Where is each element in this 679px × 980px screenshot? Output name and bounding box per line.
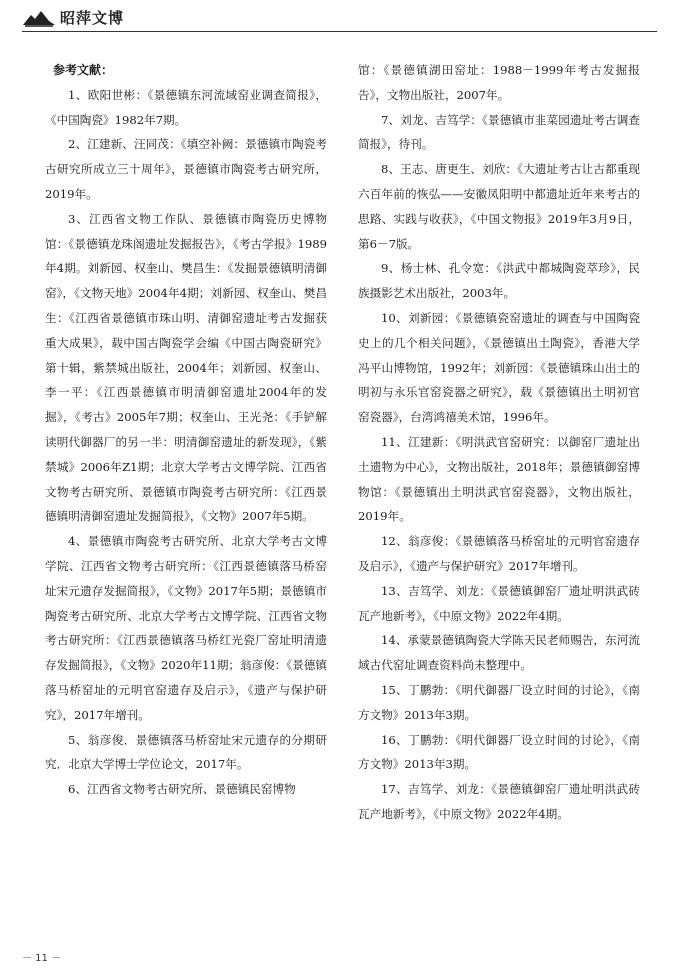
reference-item: 9、杨士林、孔令宽：《洪武中都城陶瓷萃珍》，民族摄影艺术出版社，2003年。 [358,261,640,301]
reference-item: 12、翁彦俊：《景德镇落马桥窑址的元明官窑遗存及启示》，《遗产与保护研究》2017年增刊。 [358,534,640,573]
journal-logo-icon [22,9,56,27]
reference-item: 4、景德镇市陶瓷考古研究所、北京大学考古文博学院、江西省文物考古研究所：《江西景德镇落马桥窑址宋元遗存发掘简报》，《文物》2017年5期；景德镇市陶瓷考古研究所、北京大学考古文博学院、江西省文物考古研究所：《江西景德镇落马桥红光瓷厂窑址明清遗存发掘简报》，《文物》2020年11期；翁彦俊：《景德镇落马桥窑址的元明官窑遗存及启示》，《遗产与保护研究》，2017年增刊。 [45,534,327,722]
reference-item: 5、翁彦俊．景德镇落马桥窑址宋元遗存的分期研究．北京大学博士学位论文，2017年。 [45,732,327,772]
page-number: － 11 － [22,953,62,964]
reference-item: 8、王志、唐更生、刘欣：《大遗址考古让古都重现六百年前的恢弘——安徽凤阳明中都遗址近年来考古的思路、实践与收获》，《中国文物报》2019年3月9日，第6－7版。 [358,162,640,251]
right-column [358,58,640,827]
reference-item: 16、丁鹏勃：《明代御器厂设立时间的讨论》，《南方文物》2013年3期。 [358,732,640,772]
journal-name: 昭萍文博 [60,9,125,27]
reference-item: 15、丁鹏勃：《明代御器厂设立时间的讨论》，《南方文物》2013年3期。 [358,682,640,722]
left-column [45,58,327,802]
references-heading: 参考文献： [53,63,114,77]
header-rule [22,31,657,32]
reference-item: 7、刘龙、吉笃学：《景德镇市韭菜园遗址考古调查简报》，待刊。 [358,112,640,152]
reference-item: 17、吉笃学、刘龙：《景德镇御窑厂遗址明洪武砖瓦产地新考》，《中原文物》2022年4期。 [358,782,640,821]
reference-item: 10、刘新园：《景德镇瓷窑遗址的调查与中国陶瓷史上的几个相关问题》，《景德镇出土陶瓷》，香港大学冯平山博物馆，1992年；刘新园：《景德镇珠山出土的明初与永乐官窑瓷器之研究》，载《景德镇出土明初官窑瓷器》，台湾鸿禧美术馆，1996年。 [358,310,640,425]
reference-item: 3、江西省文物工作队、景德镇市陶瓷历史博物馆：《景德镇龙珠阁遗址发掘报告》，《考古学报》1989年4期。刘新园、权奎山、樊昌生：《发掘景德镇明清御窑》，《文物天地》2004年4期；刘新园、权奎山、樊昌生：《江西省景德镇市珠山明、清御窑遗址考古发掘获重大成果》，载中国古陶瓷学会编《中国古陶瓷研究》第十辑，紫禁城出版社，2004年；刘新园、权奎山、李一平：《江西景德镇市明清御窑遗址2004年的发掘》，《考古》2005年7期；权奎山、王光尧：《手铲解读明代御器厂的另一半：明清御窑遗址的新发现》，《紫禁城》2006年Z1期；北京大学考古文博学院、江西省文物考古研究所、景德镇市陶瓷考古研究所：《江西景德镇明清御窑遗址发掘简报》，《文物》2007年5期。 [45,211,327,524]
reference-item: 11、江建新：《明洪武官窑研究：以御窑厂遗址出土遗物为中心》，文物出版社，2018年；景德镇御窑博物馆：《景德镇出土明洪武官窑瓷器》，文物出版社，2019年。 [358,434,640,524]
reference-item: 13、吉笃学、刘龙：《景德镇御窑厂遗址明洪武砖瓦产地新考》，《中原文物》2022年4期。 [358,583,640,623]
reference-item: 6、江西省文物考古研究所、景德镇民窑博物 [68,782,296,797]
reference-continuation: 馆：《景德镇湖田窑址：1988－1999年考古发掘报告》，文物出版社，2007年。 [358,63,640,102]
reference-item: 1、欧阳世彬：《景德镇东河流域窑业调查简报》，《中国陶瓷》1982年7期。 [45,87,327,127]
page-header [0,0,679,34]
reference-item: 14、承蒙景德镇陶瓷大学陈天民老师赐告，东河流域古代窑址调查资料尚未整理中。 [358,633,640,673]
reference-item: 2、江建新、汪同茂：《填空补阙：景德镇市陶瓷考古研究所成立三十周年》，景德镇市陶瓷考古研究所，2019年。 [45,137,327,201]
